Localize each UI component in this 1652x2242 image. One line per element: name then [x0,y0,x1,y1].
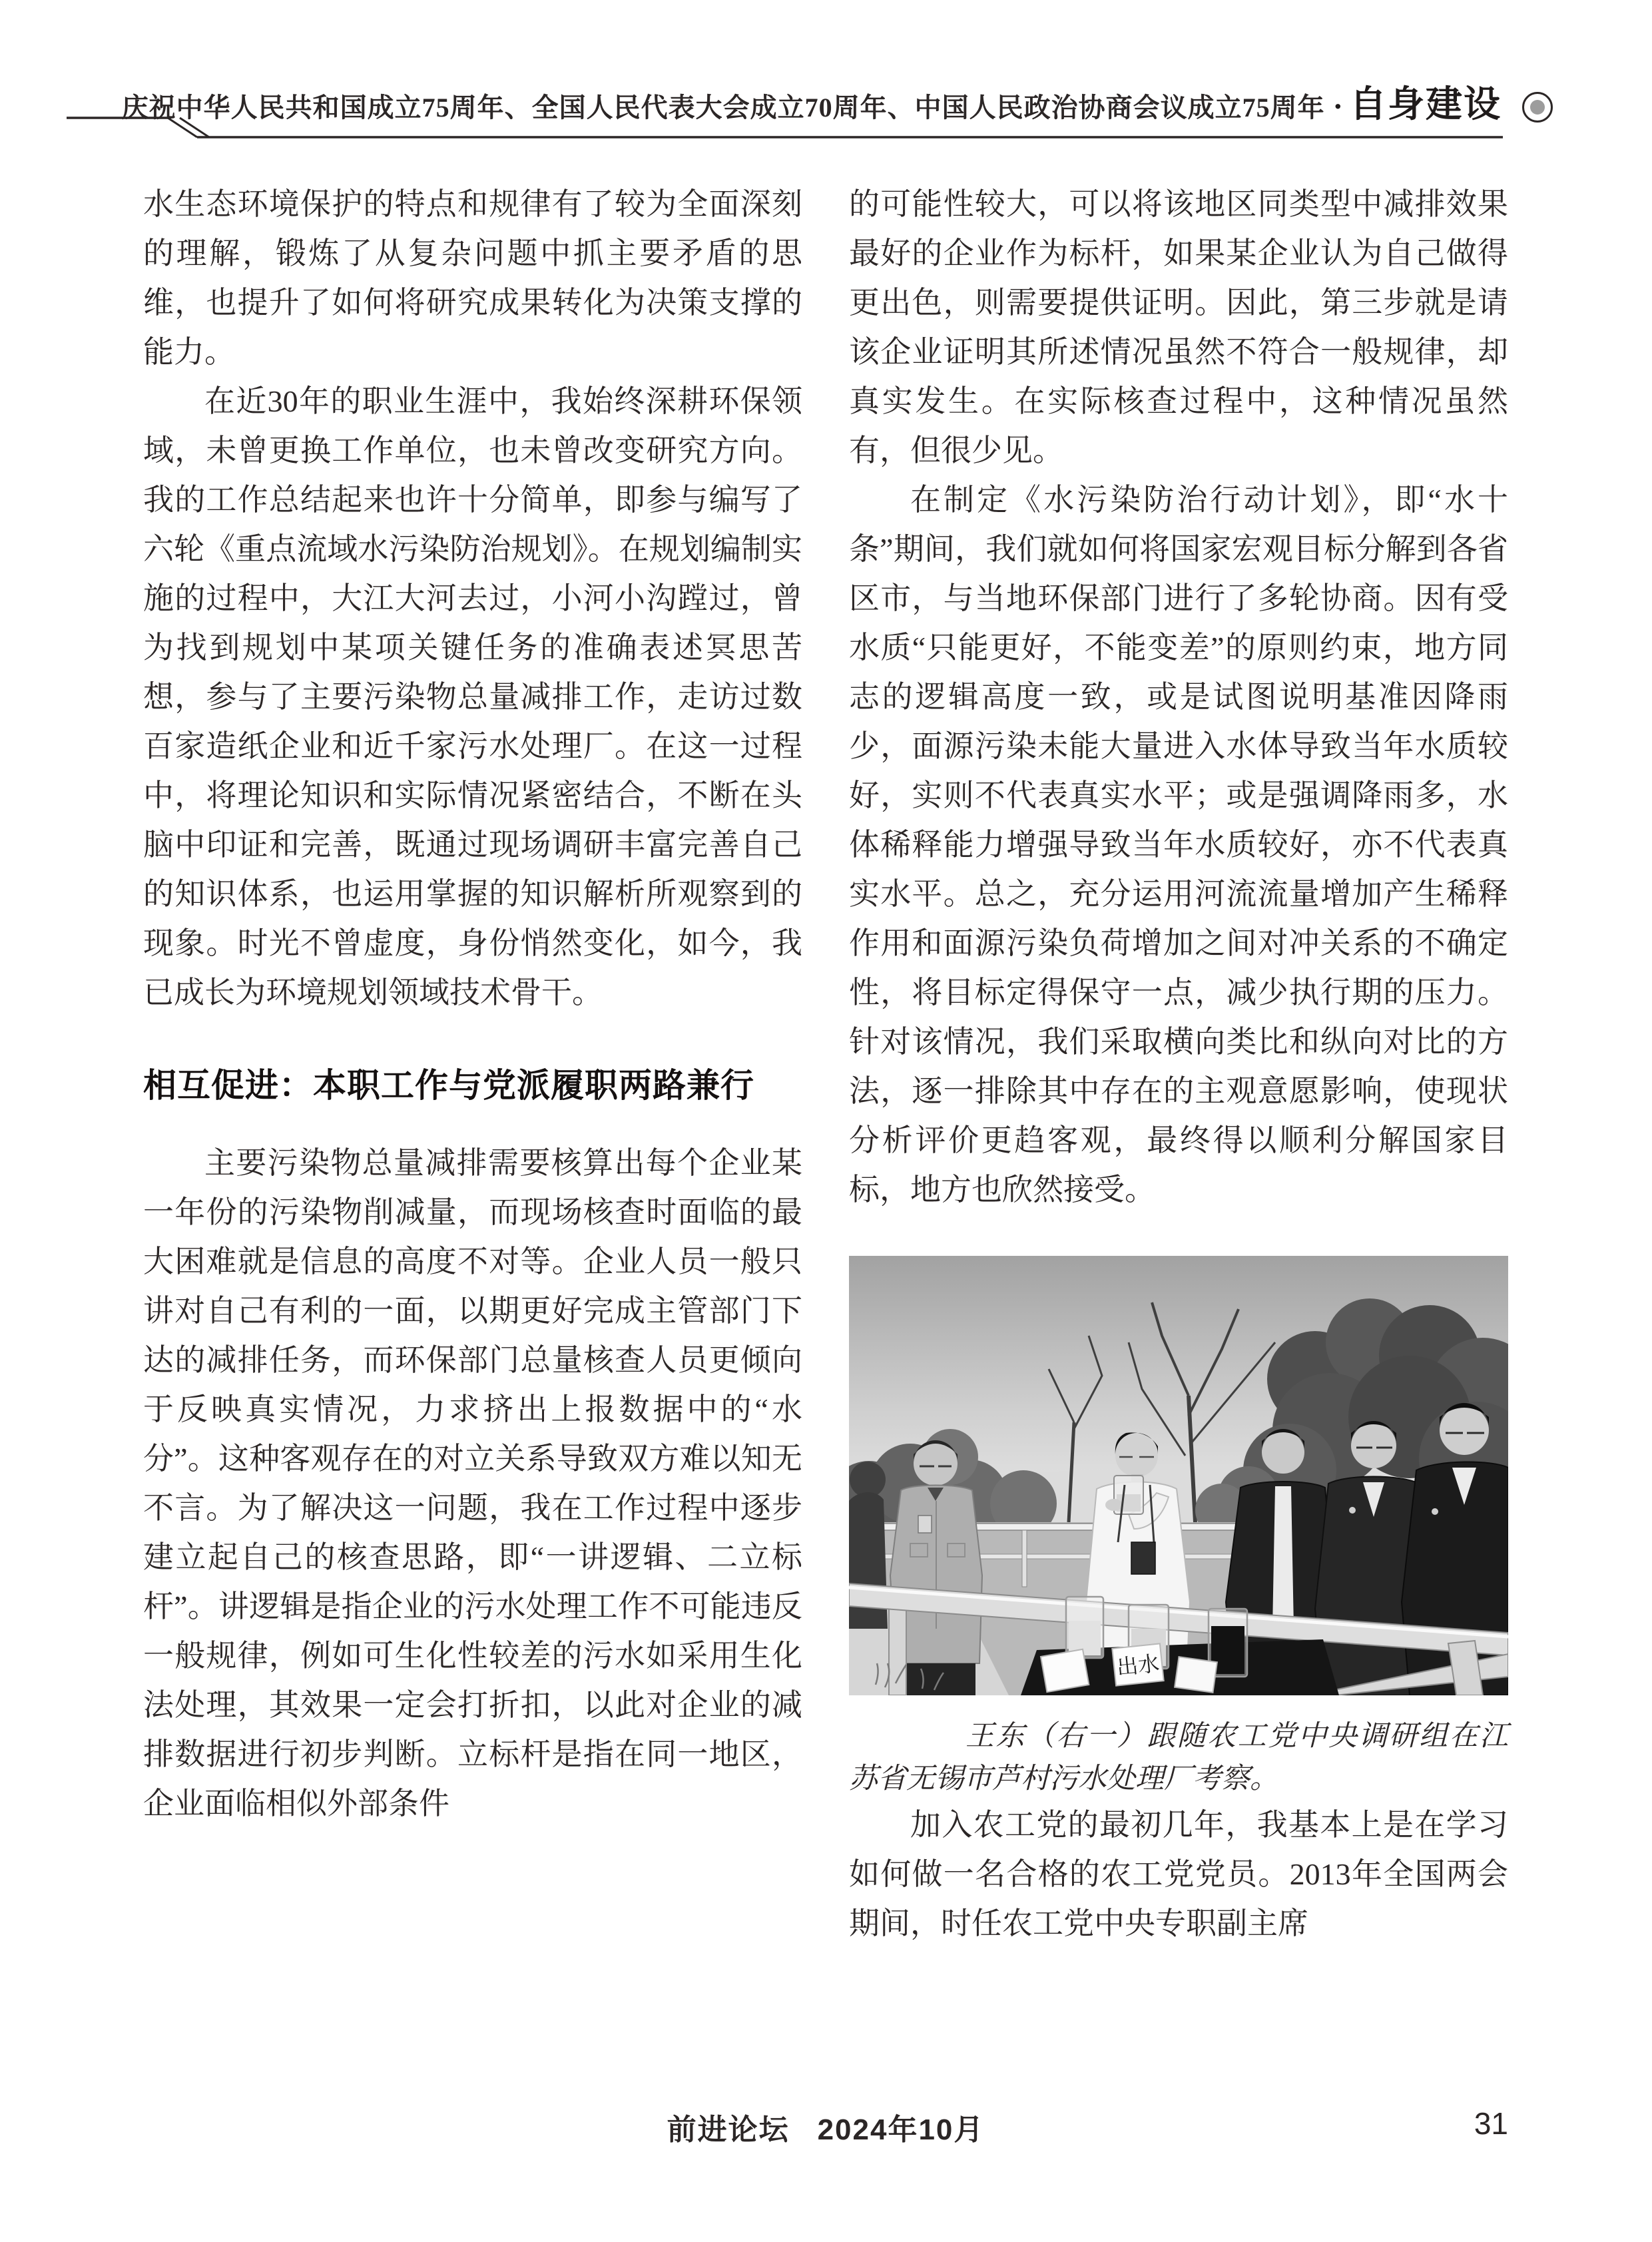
left-column [143,180,802,1828]
photo-caption: 王东（右一）跟随农工党中央调研组在江苏省无锡市芦村污水处理厂考察。 [849,1721,1508,1795]
celebration-line: 庆祝中华人民共和国成立75周年、全国人民代表大会成立70周年、中国人民政治协商会议成立75周年 [121,93,1325,123]
right-column [849,180,1508,1948]
paragraph-continuation: 水生态环境保护的特点和规律有了较为全面深刻的理解，锻炼了从复杂问题中抓主要矛盾的思维，也提升了如何将研究成果转化为决策支撑的能力。 [143,187,802,369]
paragraph-benchmark: 的可能性较大，可以将该地区同类型中减排效果最好的企业作为标杆，如果某企业认为自己做得更出色，则需要提供证明。因此，第三步就是请该企业证明其所述情况虽然不符合一般规律，却真实发生。在实际核查过程中，这种情况虽然有，但很少见。 [849,187,1508,467]
section-title: 自身建设 [1349,83,1502,125]
photo-outflow-label: 出水 [1115,1651,1161,1680]
photo [849,1256,1508,1695]
paragraph-career: 在近30年的职业生涯中，我始终深耕环保领域，未曾更换工作单位，也未曾改变研究方向。我的工作总结起来也许十分简单，即参与编写了六轮《重点流域水污染防治规划》。在规划编制实施的过程中，大江大河去过，小河小沟蹚过，曾为找到规划中某项关键任务的准确表述冥思苦想，参与了主要污染物总量减排工作，走访过数百家造纸企业和近千家污水处理厂。在这一过程中，将理论知识和实际情况紧密结合，不断在头脑中印证和完善，既通过现场调研丰富完善自己的知识体系，也运用掌握的知识解析所观察到的现象。时光不曾虚度，身份悄然变化，如今，我已成长为环境规划领域技术骨干。 [143,384,802,1009]
bullseye-dot [1530,100,1545,115]
issue-date: 2024年10月 [817,2113,985,2146]
section-heading: 相互促进：本职工作与党派履职两路兼行 [143,1067,754,1104]
page-number: 31 [1474,2106,1508,2141]
section-separator: · [1332,89,1343,123]
photo-figure [849,1256,1508,1801]
paragraph-water-plan: 在制定《水污染防治行动计划》，即“水十条”期间，我们就如何将国家宏观目标分解到各省区市，与当地环保部门进行了多轮协商。因有受水质“只能更好，不能变差”的原则约束，地方同志的逻辑高度一致，或是试图说明基准因降雨少，面源污染未能大量进入水体导致当年水质较好，实则不代表真实水平；或是强调降雨多，水体稀释能力增强导致当年水质较好，亦不代表真实水平。总之，充分运用河流流量增加产生稀释作用和面源污染负荷增加之间对冲关系的不确定性，将目标定得保守一点，减少执行期的压力。针对该情况，我们采取横向类比和纵向对比的方法，逐一排除其中存在的主观意愿影响，使现状分析评价更趋客观，最终得以顺利分解国家目标，地方也欣然接受。 [849,483,1508,1207]
page-footer [143,2105,1508,2152]
bullseye-icon [1522,92,1553,123]
footer-journal-line [143,2105,1508,2148]
page-header [121,75,1502,127]
paragraph-verification: 主要污染物总量减排需要核算出每个企业某一年份的污染物削减量，而现场核查时面临的最大困难就是信息的高度不对等。企业人员一般只讲对自己有利的一面，以期更好完成主管部门下达的减排任务，而环保部门总量核查人员更倾向于反映真实情况，力求挤出上报数据中的“水分”。这种客观存在的对立关系导致双方难以知无不言。为了解决这一问题，我在工作过程中逐步建立起自己的核查思路，即“一讲逻辑、二立标杆”。讲逻辑是指企业的污水处理工作不可能违反一般规律，例如可生化性较差的污水如采用生化法处理，其效果一定会打折扣，以此对企业的减排数据进行初步判断。立标杆是指在同一地区，企业面临相似外部条件 [143,1146,802,1821]
paragraph-joining: 加入农工党的最初几年，我基本上是在学习如何做一名合格的农工党党员。2013年全国两会期间，时任农工党中央专职副主席 [849,1808,1508,1940]
journal-name: 前进论坛 [667,2113,790,2146]
